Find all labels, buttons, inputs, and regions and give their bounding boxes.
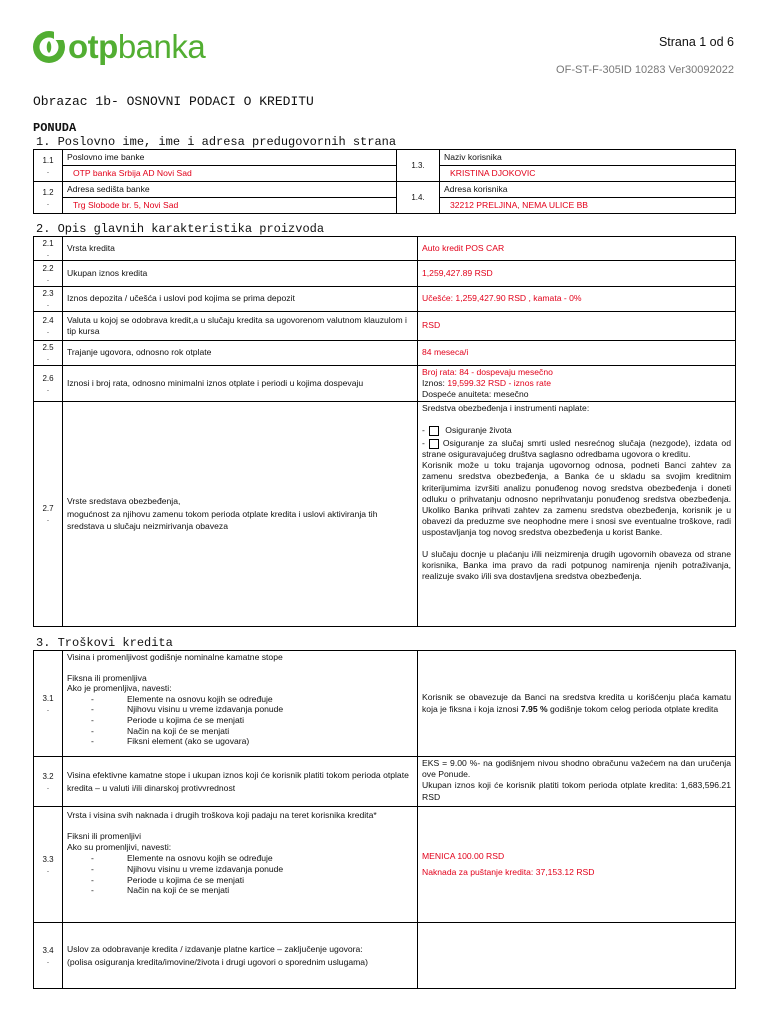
ponuda-heading: PONUDA: [33, 121, 77, 135]
credit-type-label: Vrsta kredita: [63, 237, 418, 261]
currency-label: Valuta u kojoj se odobrava kredit,a u slučaju kredita sa ugovorenom valutnom klauzulom i tip kursa: [63, 312, 418, 341]
table-row: [34, 366, 736, 402]
section3-heading: 3. Troškovi kredita: [36, 636, 173, 650]
installments-value: [418, 366, 736, 402]
table-row: [34, 287, 736, 312]
row-number: 2.2 .: [34, 261, 63, 287]
table-row: [34, 923, 736, 989]
section1-table: [33, 149, 736, 214]
row-number: 2.4 .: [34, 312, 63, 341]
deposit-label: Iznos depozita / učešća i uslovi pod kojima se prima depozit: [63, 287, 418, 312]
collateral-default-text: U slučaju docnje u plaćanju i/ili neizmirenja drugih ugovornih obaveza od strane korisnika, Banka ima pravo da radi potpunog namirenja njenih potraživanja, realizuje svako i/ili sva dostavljena sredstva obezbeđenja.: [422, 549, 731, 582]
installments-label: Iznosi i broj rata, odnosno minimalni iznos otplate i periodi u kojima dospevaju: [63, 366, 418, 402]
otp-logo-icon: [32, 30, 66, 64]
row-number: 2.3 .: [34, 287, 63, 312]
list-item: - Elemente na osnovu kojih se određuje: [91, 694, 413, 705]
credit-condition-value: [418, 923, 736, 989]
installments-count: Broj rata: 84 - dospevaju mesečno: [422, 367, 553, 378]
form-title: Obrazac 1b- OSNOVNI PODACI O KREDITU: [33, 94, 314, 109]
fee-disbursement: Naknada za puštanje kredita: 37,153.12 RSD: [422, 866, 595, 877]
duration-value: 84 meseca/i: [418, 341, 736, 366]
table-row: [34, 150, 736, 182]
page-number: Strana 1 od 6: [658, 35, 734, 49]
interest-rate: 7.95 %: [520, 703, 548, 714]
fees-value: [418, 807, 736, 923]
effective-rate-label: Visina efektivne kamatne stope i ukupan iznos koji će korisnik platiti tokom perioda otplate kredita – u valuti i/ili dinarskoj protivvrednost: [63, 757, 418, 807]
installment-amount: 19,599.32 RSD - iznos rate: [447, 378, 551, 389]
table-row: [34, 757, 736, 807]
logo-text-bold: otp: [68, 28, 118, 65]
credit-type-value: Auto kredit POS CAR: [418, 237, 736, 261]
bank-name-label: Poslovno ime banke: [63, 152, 396, 166]
collateral-option-accident: - Osiguranje za slučaj smrti usled nesrećnog slučaja (nezgode), izdata od strane osiguravajućeg društva saglasno odredbama ugovora o kreditu.: [422, 438, 731, 460]
otp-banka-logo: [32, 28, 205, 66]
table-row: [34, 237, 736, 261]
eks-value: EKS = 9.00 %- na godišnjem nivou shodno obračunu važećem na dan uručenja ove Ponude.: [422, 758, 731, 780]
installment-amount-prefix: Iznos:: [422, 378, 448, 389]
total-payable: Ukupan iznos koji će korisnik platiti tokom perioda otplate kredita: 1,683,596.21 RSD: [422, 780, 731, 802]
deposit-value: Učešće: 1,259,427.90 RSD , kamata - 0%: [418, 287, 736, 312]
fees-list: [91, 853, 413, 897]
interest-rate-label: Visina i promenljivost godišnje nominalne kamatne stope Fiksna ili promenljiva Ako je promenljiva, navesti: - Elemente na osnovu kojih se određuje - Njihovu visinu u vreme izdavanja ponude - Periode u kojima će se menjati - Način na koji će se menjati - Fiksni element (ako se ugovara): [63, 651, 418, 757]
table-row: [34, 402, 736, 627]
client-name-value: KRISTINA DJOKOVIC: [450, 168, 536, 178]
checkbox-life-insurance[interactable]: [429, 426, 439, 436]
list-item: - Fiksni element (ako se ugovara): [91, 736, 413, 747]
section2-table: [33, 236, 736, 627]
client-address-value: 32212 PRELJINA, NEMA ULICE BB: [450, 200, 589, 210]
fee-menica: MENICA 100.00 RSD: [422, 851, 505, 861]
collateral-intro: Sredstva obezbeđenja i instrumenti naplate:: [422, 403, 590, 413]
list-item: - Periode u kojima će se menjati: [91, 875, 413, 886]
client-name-label: Naziv korisnika: [440, 152, 735, 166]
list-item: - Način na koji će se menjati: [91, 726, 413, 737]
row-number: 1.2 .: [34, 182, 63, 214]
row-number: 1.3.: [397, 150, 440, 182]
currency-value: RSD: [418, 312, 736, 341]
row-number: 2.6 .: [34, 366, 63, 402]
table-row: [34, 312, 736, 341]
row-number: 3.4 .: [34, 923, 63, 989]
document-code: OF-ST-F-305ID 10283 Ver30092022: [556, 64, 734, 76]
client-address-cell: [440, 182, 736, 214]
section1-heading: 1. Poslovno ime, ime i adresa predugovornih strana: [36, 135, 397, 149]
row-number: 1.1 .: [34, 150, 63, 182]
row-number: 3.2 .: [34, 757, 63, 807]
list-item: - Njihovu visinu u vreme izdavanja ponude: [91, 864, 413, 875]
table-row: [34, 807, 736, 923]
row-number: 2.1 .: [34, 237, 63, 261]
client-name-cell: [440, 150, 736, 182]
client-address-label: Adresa korisnika: [440, 184, 735, 198]
table-row: [34, 341, 736, 366]
bank-address-cell: [63, 182, 397, 214]
effective-rate-value: [418, 757, 736, 807]
collateral-replacement-text: Korisnik može u toku trajanja ugovornog odnosa, podneti Banci zahtev za zamenu sredstva obezbeđenja, a Banka će u skladu sa svojim kreditnim kriterijumima izvršiti analizu ponuđenog novog sredstva obezbeđenja i doneti odluku o prihvatanju odnosno neprihvatanju ponuđenog sredstva obezbeđenja. Ukoliko Banka prihvati zahtev za zamenu sredstva obezbeđenja, korisnik je u obavezi da preduzme sve neophodne mere i snosi sve eventualne troškove, radi uspostavljanja tog novog sredstva obezbeđenja u korist Banke.: [422, 460, 731, 537]
section2-heading: 2. Opis glavnih karakteristika proizvoda: [36, 222, 325, 236]
interest-rate-value: Korisnik se obavezuje da Banci na sredstva kredita u korišćenju plaća kamatu koja je fiksna i koja iznosi 7.95 % godišnje tokom celog perioda otplate kredita: [418, 651, 736, 757]
list-item: - Periode u kojima će se menjati: [91, 715, 413, 726]
table-row: [34, 182, 736, 214]
bank-name-value: OTP banka Srbija AD Novi Sad: [73, 168, 192, 178]
row-number: 3.3 .: [34, 807, 63, 923]
checkbox-accident-insurance[interactable]: [429, 439, 439, 449]
list-item: - Njihovu visinu u vreme izdavanja ponude: [91, 704, 413, 715]
list-item: - Način na koji će se menjati: [91, 885, 413, 896]
bank-name-cell: [63, 150, 397, 182]
collateral-value: [418, 402, 736, 627]
bank-address-label: Adresa sedišta banke: [63, 184, 396, 198]
section3-table: [33, 650, 736, 989]
row-number: 3.1 .: [34, 651, 63, 757]
duration-label: Trajanje ugovora, odnosno rok otplate: [63, 341, 418, 366]
bank-address-value: Trg Slobode br. 5, Novi Sad: [73, 200, 179, 210]
installment-due: Dospeće anuiteta: mesečno: [422, 388, 529, 399]
row-number: 1.4.: [397, 182, 440, 214]
row-number: 2.7 .: [34, 402, 63, 627]
list-item: - Elemente na osnovu kojih se određuje: [91, 853, 413, 864]
interest-rate-list: [91, 694, 413, 747]
table-row: [34, 261, 736, 287]
row-number: 2.5 .: [34, 341, 63, 366]
collateral-label: Vrste sredstava obezbeđenja, mogućnost za njihovu zamenu tokom perioda otplate kredita i uslovi aktiviranja tih sredstava u slučaju neizmirivanja obaveza: [63, 402, 418, 627]
fees-label: Vrsta i visina svih naknada i drugih troškova koji padaju na teret korisnika kredita* Fiksni ili promenljivi Ako su promenljivi, navesti: - Elemente na osnovu kojih se određuje - Njihovu visinu u vreme izdavanja ponude - Periode u kojima će se menjati - Način na koji će se menjati: [63, 807, 418, 923]
credit-condition-label: Uslov za odobravanje kredita / izdavanje platne kartice – zaključenje ugovora: (polisa osiguranja kredita/imovine/života i drugi ugovori o sporednim uslugama): [63, 923, 418, 989]
total-amount-label: Ukupan iznos kredita: [63, 261, 418, 287]
logo-text-thin: banka: [117, 28, 206, 65]
total-amount-value: 1,259,427.89 RSD: [418, 261, 736, 287]
table-row: [34, 651, 736, 757]
collateral-option-life: - Osiguranje života: [422, 425, 512, 436]
